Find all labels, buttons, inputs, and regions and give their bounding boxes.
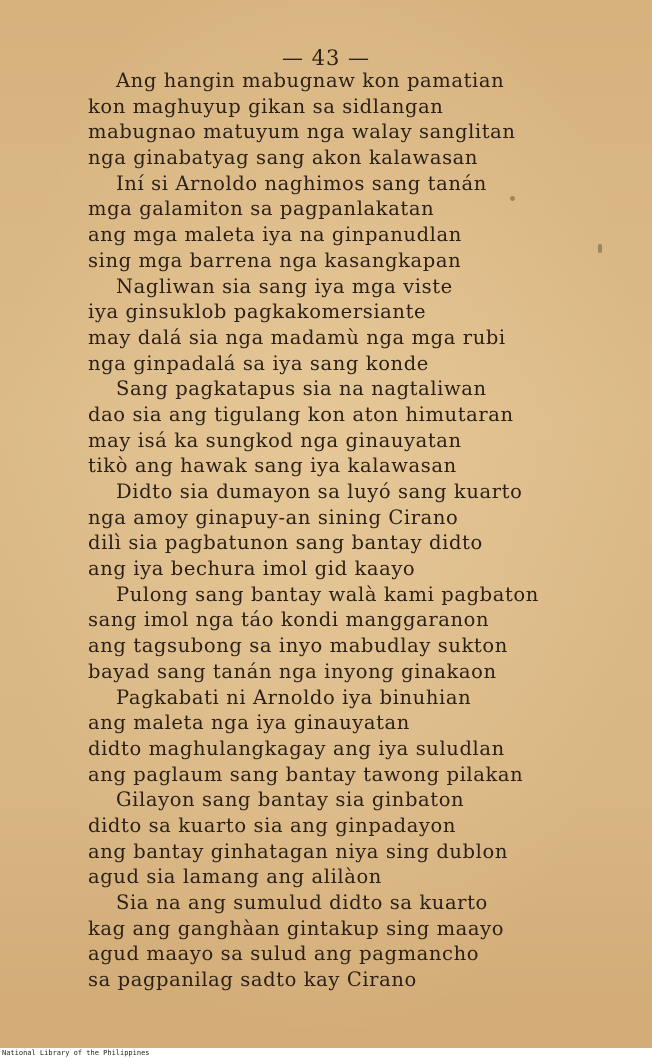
poem-line: may isá ka sungkod nga ginauyatan (88, 428, 462, 452)
poem-line: mabugnao matuyum nga walay sanglitan (88, 120, 516, 144)
poem-line: kon maghuyup gikan sa sidlangan (88, 94, 444, 118)
poem-line: Sang pagkatapus sia na nagtaliwan (116, 377, 487, 401)
poem-line: nga amoy ginapuy-an sining Cirano (88, 505, 459, 529)
poem-text-block (88, 68, 588, 993)
poem-line: ang bantay ginhatagan niya sing dublon (88, 839, 508, 863)
poem-line: Ang hangin mabugnaw kon pamatian (116, 69, 505, 92)
poem-line: ang tagsubong sa inyo mabudlay sukton (88, 634, 508, 658)
poem-line: sang imol nga táo kondi manggaranon (88, 608, 490, 632)
poem-line: Iní si Arnoldo naghimos sang tanán (116, 171, 487, 195)
poem-line: ang mga maleta iya na ginpanudlan (88, 223, 462, 247)
poem-line: agud maayo sa sulud ang pagmancho (88, 942, 480, 966)
poem-line: Pagkabati ni Arnoldo iya binuhian (116, 685, 472, 709)
poem-line: tikò ang hawak sang iya kalawasan (88, 454, 457, 478)
page-number: — 43 — (281, 46, 371, 70)
paper-speck (510, 196, 515, 201)
footer-credit: National Library of the Philippines (2, 1049, 150, 1057)
poem-line: dilì sia pagbatunon sang bantay didto (88, 531, 483, 555)
poem-line: dao sia ang tigulang kon aton himutaran (88, 402, 514, 426)
poem-line: ang paglaum sang bantay tawong pilakan (88, 762, 524, 786)
poem-line: sing mga barrena nga kasangkapan (88, 248, 462, 272)
poem-line: didto maghulangkagay ang iya suludlan (88, 736, 505, 760)
poem-line: mga galamiton sa pagpanlakatan (88, 197, 435, 221)
paper-speck (598, 244, 602, 253)
poem-line: Nagliwan sia sang iya mga viste (116, 274, 453, 298)
poem-line: ang iya bechura imol gid kaayo (88, 557, 416, 581)
poem-line: bayad sang tanán nga inyong ginakaon (88, 659, 497, 683)
poem-line: sa pagpanilag sadto kay Cirano (88, 968, 417, 992)
poem-line: Pulong sang bantay walà kami pagbaton (116, 582, 539, 606)
poem-line: agud sia lamang ang alilàon (88, 865, 382, 889)
poem-line: Gilayon sang bantay sia ginbaton (116, 788, 465, 812)
poem-line: Sia na ang sumulud didto sa kuarto (116, 891, 488, 914)
poem-line: nga ginabatyag sang akon kalawasan (88, 146, 479, 170)
poem-line: ang maleta nga iya ginauyatan (88, 711, 410, 735)
poem-line: Didto sia dumayon sa luyó sang kuarto (116, 480, 523, 503)
poem-line: kag ang ganghàan gintakup sing maayo (88, 916, 505, 940)
footer-bar (0, 1048, 652, 1058)
poem-line: iya ginsuklob pagkakomersiante (88, 300, 427, 324)
poem-line: may dalá sia nga madamù nga mga rubi (88, 325, 506, 349)
poem-line: nga ginpadalá sa iya sang konde (88, 351, 429, 375)
poem-line: didto sa kuarto sia ang ginpadayon (88, 813, 457, 837)
